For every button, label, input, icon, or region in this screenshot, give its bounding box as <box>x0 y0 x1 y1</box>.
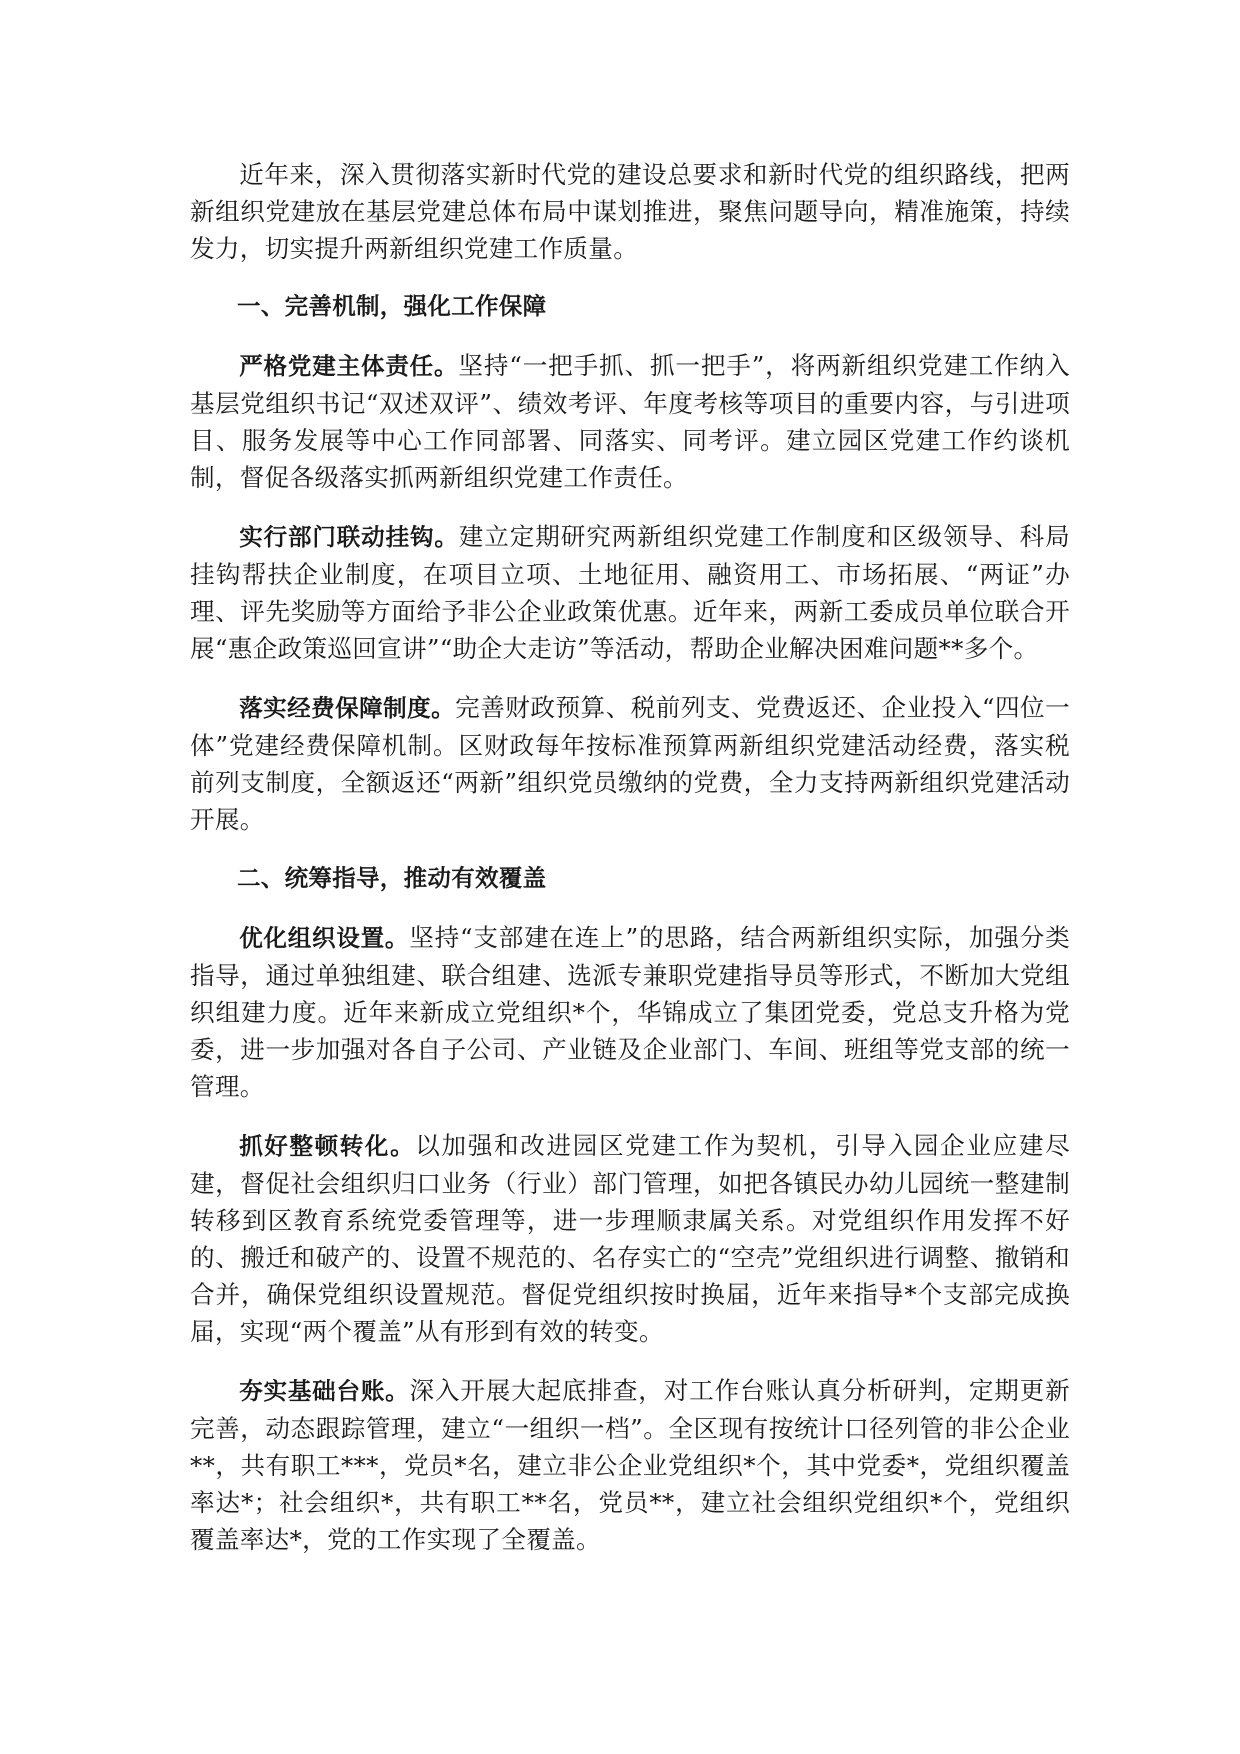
paragraph-body: 建立定期研究两新组织党建工作制度和区级领导、科局挂钩帮扶企业制度，在项目立项、土地征用、融资用工、市场拓展、“两证”办理、评先奖励等方面给予非公企业政策优惠。近年来，两新工委成员单位联合开展“惠企政策巡回宣讲”“助企大走访”等活动，帮助企业解决困难问题**多个。 <box>190 522 1071 663</box>
intro-paragraph: 近年来，深入贯彻落实新时代党的建设总要求和新时代党的组织路线，把两新组织党建放在基层党建总体布局中谋划推进，聚焦问题导向，精准施策，持续发力，切实提升两新组织党建工作质量。 <box>190 160 1070 263</box>
paragraph-lead: 落实经费保障制度。 <box>239 694 456 722</box>
paragraph-body: 坚持“一把手抓、抓一把手”，将两新组织党建工作纳入基层党组织书记“双述双评”、绩效考评、年度考核等项目的重要内容，与引进项目、服务发展等中心工作同部署、同落实、同考评。建立园区党建工作约谈机制，督促各级落实抓两新组织党建工作责任。 <box>190 351 1071 492</box>
paragraph-1-3 <box>190 689 1070 838</box>
paragraph-lead: 抓好整顿转化。 <box>239 1132 416 1160</box>
paragraph-2-1 <box>190 919 1070 1105</box>
paragraph-lead: 优化组织设置。 <box>239 924 410 952</box>
paragraph-lead: 夯实基础台账。 <box>239 1377 410 1405</box>
paragraph-1-2 <box>190 518 1070 667</box>
paragraph-body: 完善财政预算、税前列支、党费返还、企业投入“四位一体”党建经费保障机制。区财政每年按标准预算两新组织党建活动经费，落实税前列支制度，全额返还“两新”组织党员缴纳的党费，全力支持两新组织党建活动开展。 <box>190 693 1071 834</box>
paragraph-2-2 <box>190 1127 1070 1350</box>
paragraph-lead: 实行部门联动挂钩。 <box>239 523 459 551</box>
section-heading-2: 二、统筹指导，推动有效覆盖 <box>237 864 547 892</box>
document-page <box>190 156 1070 1580</box>
paragraph-body: 深入开展大起底排查，对工作台账认真分析研判，定期更新完善，动态跟踪管理，建立“一组织一档”。全区现有按统计口径列管的非公企业**，共有职工***，党员*名，建立非公企业党组织*个，其中党委*，党组织覆盖率达*；社会组织*，共有职工**名，党员**，建立社会组织党组织*个，党组织覆盖率达*，党的工作实现了全覆盖。 <box>190 1376 1070 1554</box>
paragraph-2-3 <box>190 1372 1070 1558</box>
paragraph-1-1 <box>190 347 1070 496</box>
paragraph-body: 以加强和改进园区党建工作为契机，引导入园企业应建尽建，督促社会组织归口业务（行业）部门管理，如把各镇民办幼儿园统一整建制转移到区教育系统党委管理等，进一步理顺隶属关系。对党组织作用发挥不好的、搬迁和破产的、设置不规范的、名存实亡的“空壳”党组织进行调整、撤销和合并，确保党组织设置规范。督促党组织按时换届，近年来指导*个支部完成换届，实现“两个覆盖”从有形到有效的转变。 <box>190 1131 1070 1346</box>
paragraph-lead: 严格党建主体责任。 <box>239 352 459 380</box>
paragraph-body: 坚持“支部建在连上”的思路，结合两新组织实际，加强分类指导，通过单独组建、联合组建、选派专兼职党建指导员等形式，不断加大党组织组建力度。近年来新成立党组织*个，华锦成立了集团党委，党总支升格为党委，进一步加强对各自子公司、产业链及企业部门、车间、班组等党支部的统一管理。 <box>190 923 1071 1101</box>
section-heading-1: 一、完善机制，强化工作保障 <box>237 292 547 320</box>
